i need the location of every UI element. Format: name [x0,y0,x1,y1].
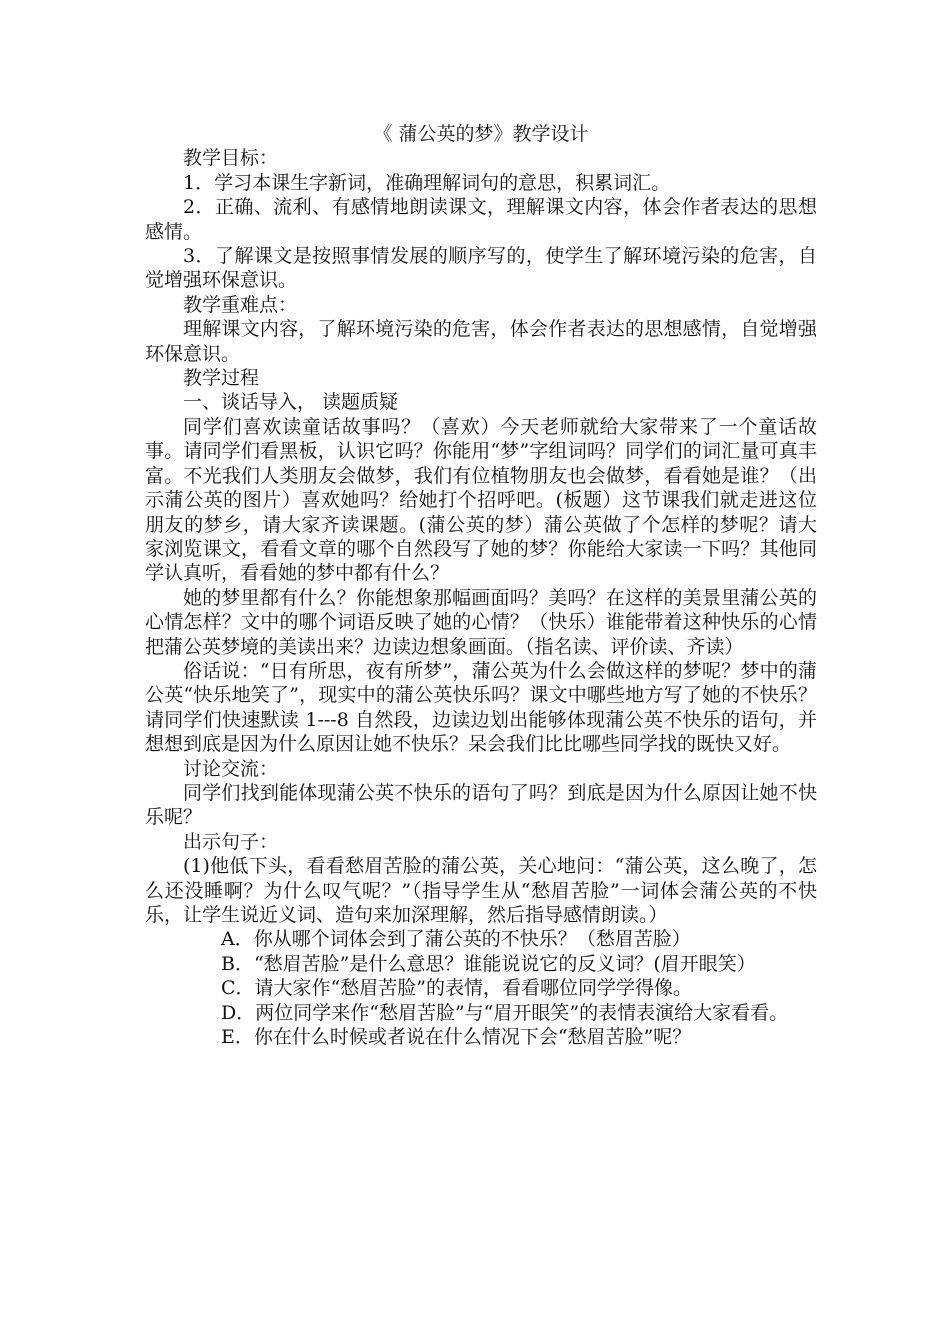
paragraph: 出示句子： [183,830,279,853]
paragraph: 同学们喜欢读童话故事吗？（喜欢）今天老师就给大家带来了一个童话故事。请同学们看黑板，认识它吗？你能用“梦”字组词吗？同学们的词汇量可真丰富。不光我们人类朋友会做梦，我们有位植物朋友也会做梦，看看她是谁？（出示蒲公英的图片）喜欢她吗？给她打个招呼吧。(板题）这节课我们就走进这位朋友的梦乡，请大家齐读课题。(蒲公英的梦）蒲公英做了个怎样的梦呢？请大家浏览课文，看看文章的哪个自然段写了她的梦？你能给大家读一下吗？其他同学认真听，看看她的梦中都有什么？ [145,415,817,585]
paragraph: 同学们找到能体现蒲公英不快乐的语句了吗？到底是因为什么原因让她不快乐呢？ [145,781,817,829]
paragraph: D．两位同学来作“愁眉苦脸”与“眉开眼笑”的表情表演给大家看看。 [221,1001,789,1024]
paragraph: 理解课文内容，了解环境污染的危害，体会作者表达的思想感情，自觉增强环保意识。 [145,318,817,365]
paragraph: A．你从哪个词体会到了蒲公英的不快乐？（愁眉苦脸） [221,928,691,951]
paragraph: C．请大家作“愁眉苦脸”的表情，看看哪位同学学得像。 [221,977,692,1000]
paragraph: 教学目标： [183,147,279,170]
paragraph: 讨论交流： [183,757,279,780]
paragraph: 教学过程 [183,367,260,390]
paragraph: (1)他低下头，看看愁眉苦脸的蒲公英，关心地问：“蒲公英，这么晚了，怎么还没睡啊？为什么叹气呢？”（指导学生从“愁眉苦脸”一词体会蒲公英的不快乐，让学生说近义词、造句来加深理解，然后指导感情朗读。） [145,855,817,926]
document-title: 《 蒲公英的梦》教学设计 [373,123,589,145]
paragraph: 她的梦里都有什么？你能想象那幅画面吗？美吗？在这样的美景里蒲公英的心情怎样？文中的哪个词语反映了她的心情？（快乐）谁能带着这种快乐的心情把蒲公英梦境的美读出来？边读边想象画面。（指名读、评价读、齐读） [145,586,817,658]
paragraph: 俗话说：“日有所思，夜有所梦”，蒲公英为什么会做这样的梦呢？梦中的蒲公英“快乐地笑了”，现实中的蒲公英快乐吗？课文中哪些地方写了她的不快乐？请同学们快速默读 1---8 自然段，边读边划出能够体现蒲公英不快乐的语句，并想想到底是因为什么原因让她不快乐？呆会我们比比哪些同学找的既快又好。 [145,659,817,756]
document-page [145,122,817,1049]
paragraph: E．你在什么时候或者说在什么情况下会“愁眉苦脸”呢？ [221,1026,692,1049]
paragraph: 3．了解课文是按照事情发展的顺序写的，使学生了解环境污染的危害，自觉增强环保意识。 [145,245,817,292]
paragraph: 教学重难点： [183,293,298,316]
paragraph: 1．学习本课生字新词，准确理解词句的意思，积累词汇。 [183,171,671,194]
paragraph: 一、谈话导入， 读题质疑 [183,391,399,414]
paragraph: 2．正确、流利、有感情地朗读课文，理解课文内容，体会作者表达的思想感情。 [145,196,817,243]
paragraph: B．“愁眉苦脸”是什么意思？谁能说说它的反义词？(眉开眼笑） [221,952,756,975]
document-body [145,146,817,1049]
